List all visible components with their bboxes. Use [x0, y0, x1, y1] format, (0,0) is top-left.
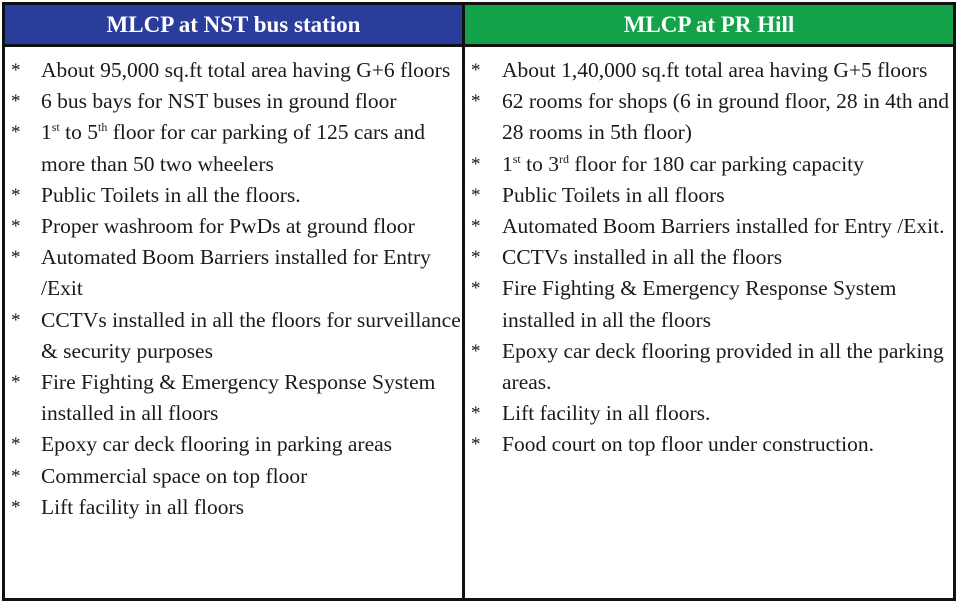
list-item — [5, 180, 462, 211]
list-item — [5, 461, 462, 492]
list-item — [465, 180, 953, 211]
bullet-star: * — [11, 122, 21, 144]
list-item-text: Automated Boom Barriers installed for Entry /Exit — [41, 245, 431, 301]
bullet-star: * — [471, 247, 481, 269]
list-item — [465, 242, 953, 273]
list-item-text: About 1,40,000 sq.ft total area having G+5 floors — [502, 58, 928, 82]
bullet-star: * — [11, 247, 21, 269]
bullet-star: * — [11, 309, 21, 331]
text-part: floor for 180 car parking capacity — [569, 151, 864, 176]
ordinal-suffix: st — [512, 151, 521, 166]
bullet-star: * — [11, 434, 21, 456]
list-item-text: CCTVs installed in all the floors for surveillance & security purposes — [41, 307, 461, 363]
list-item — [5, 117, 462, 179]
bullet-star: * — [11, 184, 21, 206]
bullet-star: * — [11, 60, 21, 81]
text-part: to 3 — [520, 151, 559, 176]
list-item — [5, 367, 462, 429]
nst-feature-list — [5, 47, 462, 523]
bullet-star: * — [11, 496, 21, 518]
ordinal-suffix: st — [51, 120, 60, 135]
ordinal-suffix: rd — [559, 151, 569, 166]
list-item-text: 6 bus bays for NST buses in ground floor — [41, 89, 397, 114]
list-item — [5, 429, 462, 460]
list-item — [465, 149, 953, 180]
list-item — [465, 398, 953, 429]
list-item-text: Fire Fighting & Emergency Response System installed in all the floors — [502, 276, 897, 332]
list-item-text: Public Toilets in all floors — [502, 182, 725, 207]
bullet-star: * — [471, 153, 481, 175]
list-item — [5, 305, 462, 367]
list-item-text: Epoxy car deck flooring provided in all the parking areas. — [502, 338, 944, 395]
list-item — [465, 55, 953, 86]
bullet-star: * — [11, 91, 21, 113]
text-part: floor for car parking of 125 cars and more than 50 two wheelers — [41, 120, 425, 176]
text-part: 1 — [502, 151, 513, 176]
bullet-star: * — [471, 91, 481, 113]
list-item-text — [41, 120, 425, 175]
bullet-star: * — [471, 184, 481, 206]
bullet-star: * — [11, 216, 21, 238]
pr-hill-feature-list — [465, 47, 953, 461]
list-item — [465, 273, 953, 335]
bullet-star: * — [471, 434, 481, 456]
list-item-text: Automated Boom Barriers installed for Entry /Exit. — [502, 214, 945, 239]
list-item — [5, 211, 462, 242]
bullet-star: * — [471, 60, 481, 81]
list-item — [5, 86, 462, 117]
text-part: 1 — [41, 120, 52, 145]
text-part: to 5 — [59, 120, 98, 145]
list-item — [465, 336, 953, 398]
bullet-star: * — [471, 278, 481, 300]
list-item-text: CCTVs installed in all the floors — [502, 245, 783, 270]
list-item-text: Lift facility in all floors — [41, 494, 245, 519]
list-item-text: Commercial space on top floor — [41, 463, 308, 488]
list-item-text: Fire Fighting & Emergency Response System installed in all floors — [41, 370, 436, 426]
ordinal-suffix: th — [98, 120, 108, 135]
list-item-text: 62 rooms for shops (6 in ground floor, 28 in 4th and 28 rooms in 5th floor) — [502, 89, 950, 145]
list-item-text: Lift facility in all floors. — [502, 401, 711, 426]
pr-hill-header: MLCP at PR Hill — [465, 5, 953, 47]
bullet-star: * — [11, 372, 21, 394]
list-item-text: Epoxy car deck flooring in parking areas — [41, 432, 393, 457]
bullet-star: * — [471, 340, 481, 362]
list-item-text: Food court on top floor under construction. — [502, 432, 875, 457]
nst-header: MLCP at NST bus station — [5, 5, 462, 47]
bullet-star: * — [11, 465, 21, 487]
list-item — [465, 429, 953, 460]
bullet-star: * — [471, 216, 481, 238]
pr-hill-column — [465, 5, 953, 598]
bullet-star: * — [471, 403, 481, 425]
comparison-table — [2, 2, 956, 601]
list-item — [465, 86, 953, 148]
list-item — [5, 492, 462, 523]
list-item — [5, 55, 462, 86]
list-item-text: Proper washroom for PwDs at ground floor — [41, 214, 415, 239]
list-item-text: About 95,000 sq.ft total area having G+6 floors — [41, 58, 451, 82]
nst-column — [5, 5, 465, 598]
list-item-text — [502, 152, 864, 176]
list-item-text: Public Toilets in all the floors. — [41, 182, 301, 207]
list-item — [465, 211, 953, 242]
list-item — [5, 242, 462, 304]
